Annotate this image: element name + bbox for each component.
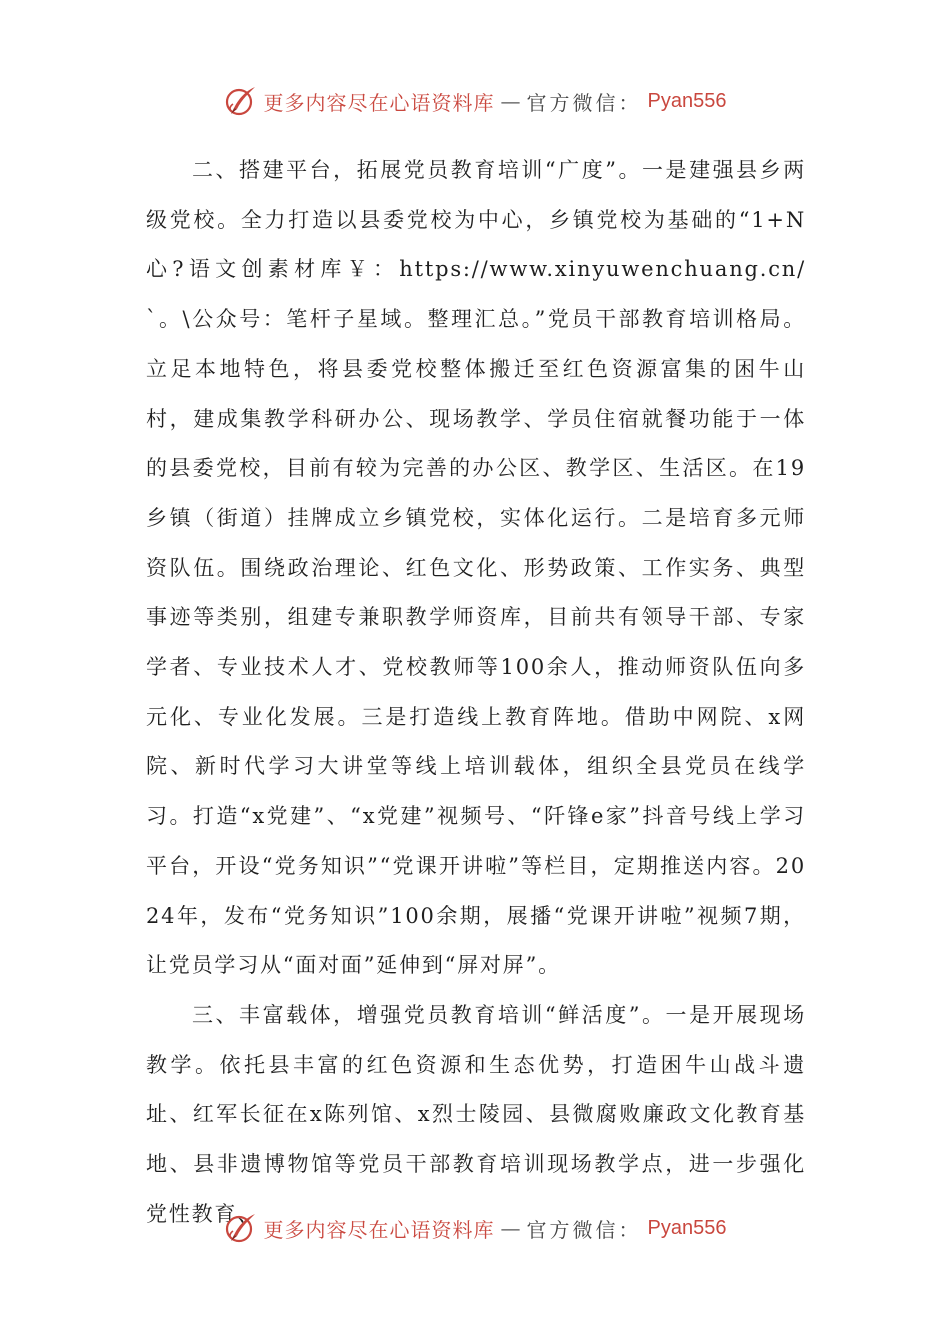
document-body [146,146,806,1239]
banner-official-label: 官方微信： [526,90,642,115]
quill-pen-icon [224,84,258,118]
banner-site-name: 更多内容尽在心语资料库 [263,90,495,115]
banner-dash: — [500,89,521,113]
paragraph-section-2: 二、搭建平台，拓展党员教育培训“广度”。一是建强县乡两级党校。全力打造以县委党校为中心，乡镇党校为基础的“1+N心?语文创素材库￥：https://www.xinyuwenchuang.cn/`。\公众号：笔杆子星域。整理汇总。”党员干部教育培训格局。立足本地特色，将县委党校整体搬迁至红色资源富集的困牛山村，建成集教学科研办公、现场教学、学员住宿就餐功能于一体的县委党校，目前有较为完善的办公区、教学区、生活区。在19乡镇（街道）挂牌成立乡镇党校，实体化运行。二是培育多元师资队伍。围绕政治理论、红色文化、形势政策、工作实务、典型事迹等类别，组建专兼职教学师资库，目前共有领导干部、专家学者、专业技术人才、党校教师等100余人，推动师资队伍向多元化、专业化发展。三是打造线上教育阵地。借助中网院、x网院、新时代学习大讲堂等线上培训载体，组织全县党员在线学习。打造“x党建”、“x党建”视频号、“阡锋e家”抖音号线上学习平台，开设“党务知识”“党课开讲啦”等栏目，定期推送内容。2024年，发布“党务知识”100余期，展播“党课开讲啦”视频7期，让党员学习从“面对面”延伸到“屏对屏”。 [146,158,806,978]
banner-dash: — [500,1216,521,1240]
banner-official-label: 官方微信： [526,1217,642,1242]
quill-pen-icon [224,1211,258,1245]
banner-site-name: 更多内容尽在心语资料库 [263,1217,495,1242]
watermark-banner-bottom [0,1211,950,1245]
banner-wechat-id: Pyan556 [647,1216,727,1239]
banner-wechat-id: Pyan556 [647,89,727,112]
watermark-banner-top [0,84,950,118]
paragraph-section-3: 三、丰富载体，增强党员教育培训“鲜活度”。一是开展现场教学。依托县丰富的红色资源和生态优势，打造困牛山战斗遗址、红军长征在x陈列馆、x烈士陵园、县微腐败廉政文化教育基地、县非遗博物馆等党员干部教育培训现场教学点，进一步强化党性教育、 [146,1002,806,1226]
